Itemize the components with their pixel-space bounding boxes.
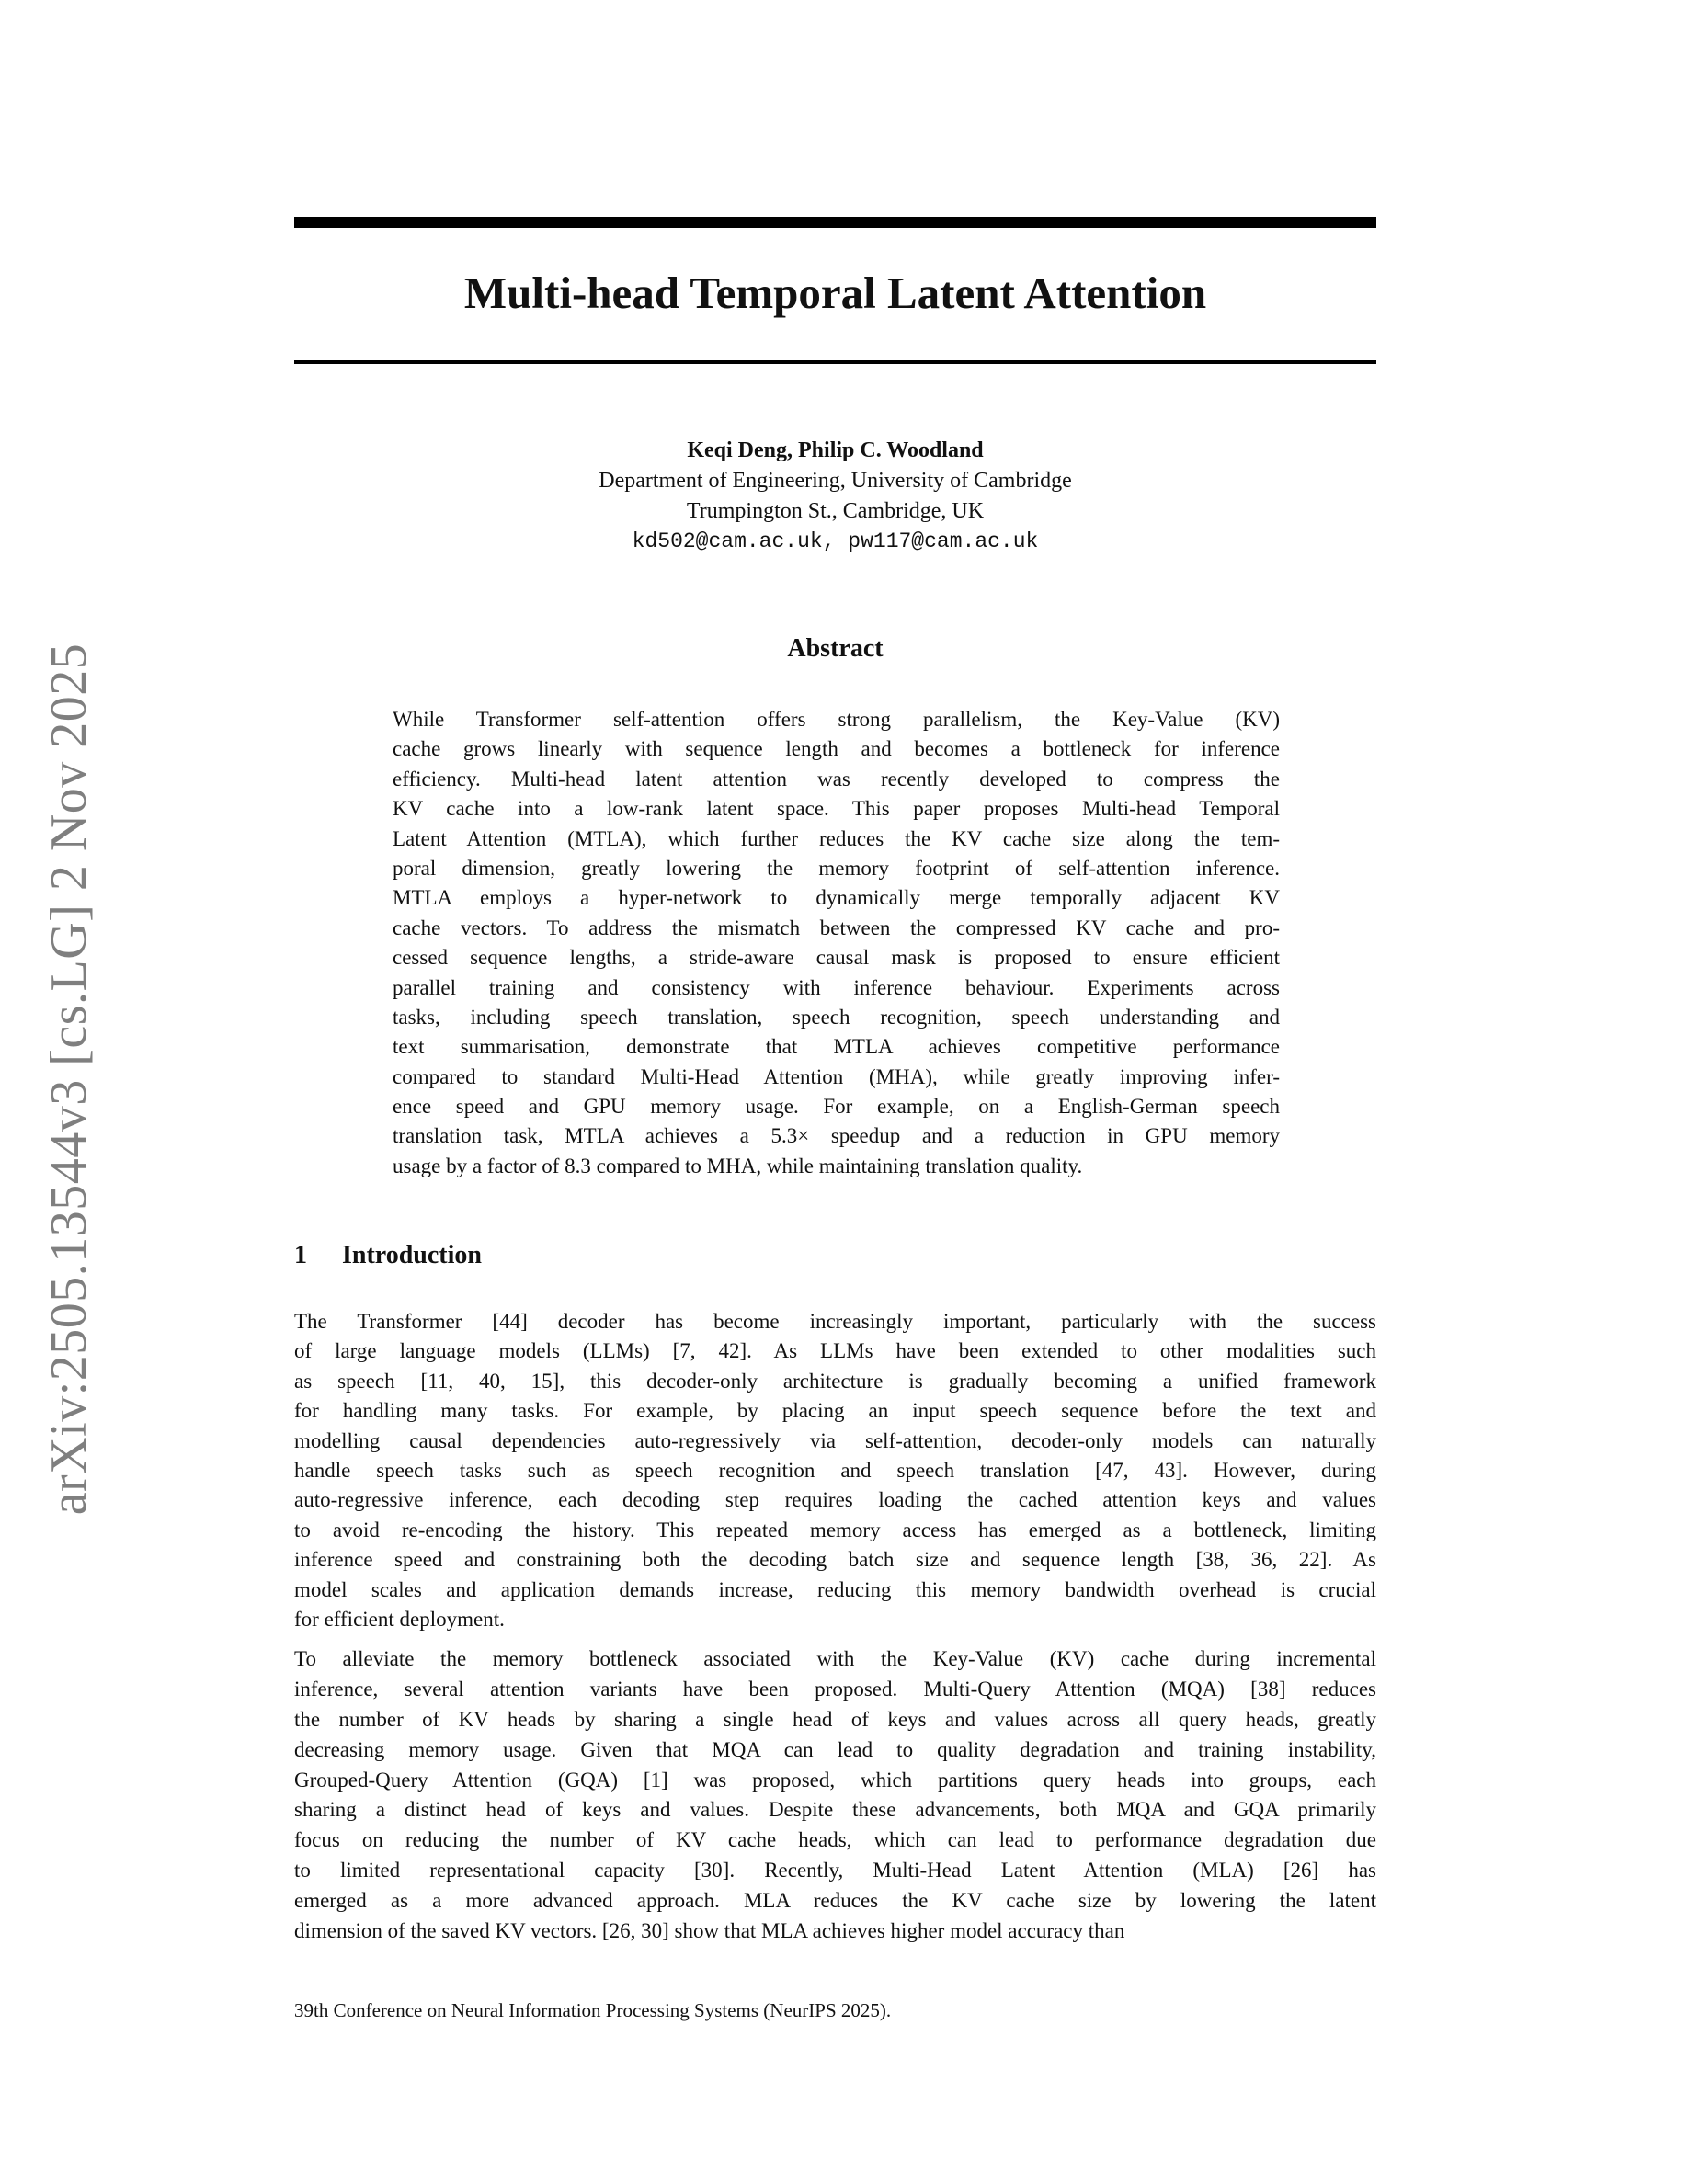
text-line: to avoid re-encoding the history. This repeated memory access has emerged as a bottleneck, limiting bbox=[294, 1518, 1376, 1541]
text-line: Latent Attention (MTLA), which further reduces the KV cache size along the tem- bbox=[393, 826, 1280, 850]
text-line: inference speed and constraining both the decoding batch size and sequence length [38, 36, 22]. As bbox=[294, 1548, 1376, 1572]
text-line: The Transformer [44] decoder has become increasingly important, particularly with the success bbox=[294, 1310, 1376, 1333]
title-bottom-rule bbox=[294, 360, 1376, 364]
text-line: focus on reducing the number of KV cache heads, which can lead to performance degradation due bbox=[294, 1828, 1376, 1852]
text-line: auto-regressive inference, each decoding step requires loading the cached attention keys and values bbox=[294, 1488, 1376, 1512]
author-affiliation: Department of Engineering, University of Cambridge bbox=[599, 469, 1072, 493]
text-line: inference, several attention variants have been proposed. Multi-Query Attention (MQA) [38] reduces bbox=[294, 1677, 1376, 1701]
text-line: Grouped-Query Attention (GQA) [1] was proposed, which partitions query heads into groups, each bbox=[294, 1768, 1376, 1792]
text-line: cache vectors. To address the mismatch between the compressed KV cache and pro- bbox=[393, 916, 1280, 939]
text-line: of large language models (LLMs) [7, 42]. As LLMs have been extended to other modalities such bbox=[294, 1339, 1376, 1363]
author-block bbox=[294, 436, 1376, 557]
text-line: While Transformer self-attention offers strong parallelism, the Key-Value (KV) bbox=[393, 708, 1280, 731]
intro-paragraph-1 bbox=[294, 1307, 1376, 1634]
text-line: cessed sequence lengths, a stride-aware causal mask is proposed to ensure efficient bbox=[393, 946, 1280, 970]
text-line: MTLA employs a hyper-network to dynamically merge temporally adjacent KV bbox=[393, 886, 1280, 910]
text-line: for efficient deployment. bbox=[294, 1607, 505, 1631]
text-line: the number of KV heads by sharing a single head of keys and values across all query heads, greatly bbox=[294, 1707, 1376, 1731]
intro-paragraph-2 bbox=[294, 1644, 1376, 1947]
author-address: Trumpington St., Cambridge, UK bbox=[686, 499, 985, 523]
text-line: to limited representational capacity [30]. Recently, Multi-Head Latent Attention (MLA) [26] has bbox=[294, 1859, 1376, 1883]
text-line: To alleviate the memory bottleneck associated with the Key-Value (KV) cache during incremental bbox=[294, 1647, 1376, 1670]
text-line: poral dimension, greatly lowering the memory footprint of self-attention inference. bbox=[393, 856, 1280, 880]
text-line: model scales and application demands increase, reducing this memory bandwidth overhead is crucial bbox=[294, 1577, 1376, 1601]
section-title: Introduction bbox=[342, 1241, 482, 1269]
text-line: modelling causal dependencies auto-regressively via self-attention, decoder-only models can naturally bbox=[294, 1428, 1376, 1452]
text-line: efficiency. Multi-head latent attention was recently developed to compress the bbox=[393, 767, 1280, 791]
text-line: usage by a factor of 8.3 compared to MHA, while maintaining translation quality. bbox=[393, 1154, 1083, 1177]
text-line: KV cache into a low-rank latent space. This paper proposes Multi-head Temporal bbox=[393, 797, 1280, 821]
text-line: compared to standard Multi-Head Attention (MHA), while greatly improving infer- bbox=[393, 1064, 1280, 1088]
text-line: parallel training and consistency with inference behaviour. Experiments across bbox=[393, 975, 1280, 999]
text-line: cache grows linearly with sequence length and becomes a bottleneck for inference bbox=[393, 737, 1280, 761]
section-heading-introduction bbox=[294, 1241, 482, 1270]
abstract-body bbox=[393, 705, 1280, 1181]
arxiv-identifier-stamp: arXiv:2505.13544v3 [cs.LG] 2 Nov 2025 bbox=[40, 643, 97, 1516]
author-names: Keqi Deng, Philip C. Woodland bbox=[687, 438, 984, 462]
text-line: emerged as a more advanced approach. MLA reduces the KV cache size by lowering the latent bbox=[294, 1889, 1376, 1913]
text-line: tasks, including speech translation, speech recognition, speech understanding and bbox=[393, 1005, 1280, 1029]
text-line: translation task, MTLA achieves a 5.3× speedup and a reduction in GPU memory bbox=[393, 1124, 1280, 1148]
text-line: handle speech tasks such as speech recognition and speech translation [47, 43]. However, during bbox=[294, 1458, 1376, 1482]
text-line: ence speed and GPU memory usage. For example, on a English-German speech bbox=[393, 1095, 1280, 1119]
text-line: dimension of the saved KV vectors. [26, 30] show that MLA achieves higher model accuracy than bbox=[294, 1919, 1125, 1943]
text-line: text summarisation, demonstrate that MTLA achieves competitive performance bbox=[393, 1035, 1280, 1059]
text-line: as speech [11, 40, 15], this decoder-only architecture is gradually becoming a unified framework bbox=[294, 1369, 1376, 1393]
conference-footnote: 39th Conference on Neural Information Processing Systems (NeurIPS 2025). bbox=[294, 1999, 892, 2021]
text-line: for handling many tasks. For example, by placing an input speech sequence before the text and bbox=[294, 1399, 1376, 1423]
text-line: decreasing memory usage. Given that MQA can lead to quality degradation and training instability, bbox=[294, 1737, 1376, 1761]
text-line: sharing a distinct head of keys and values. Despite these advancements, both MQA and GQA primarily bbox=[294, 1798, 1376, 1822]
section-number: 1 bbox=[294, 1241, 307, 1269]
title-top-rule bbox=[294, 217, 1376, 228]
abstract-heading: Abstract bbox=[787, 634, 884, 663]
paper-title: Multi-head Temporal Latent Attention bbox=[463, 267, 1207, 318]
author-emails[interactable]: kd502@cam.ac.uk, pw117@cam.ac.uk bbox=[632, 529, 1039, 553]
